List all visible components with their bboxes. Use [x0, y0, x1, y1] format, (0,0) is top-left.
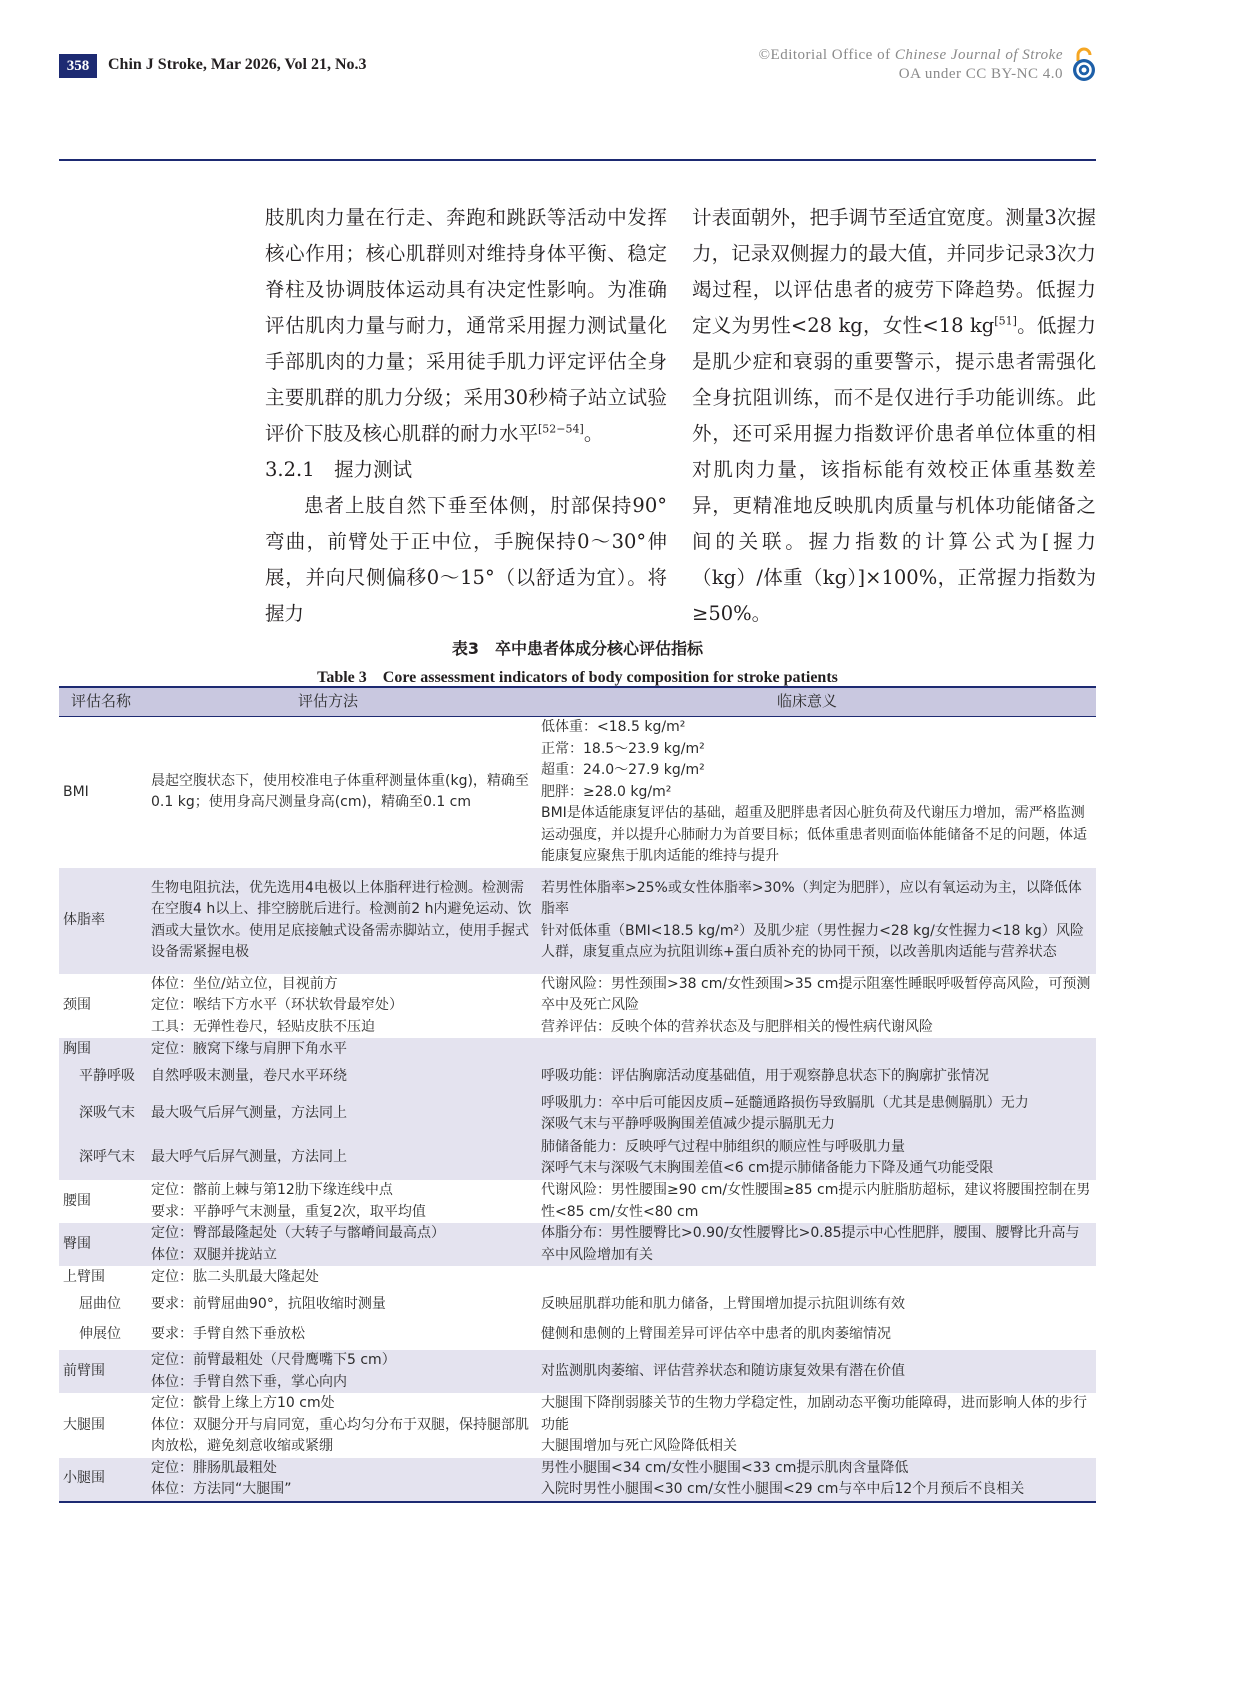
table-row: [59, 868, 1096, 974]
table-row: [59, 1223, 1096, 1266]
clinical-significance: [537, 1180, 1096, 1223]
page-number: 358: [59, 54, 97, 78]
table-row: [59, 1350, 1096, 1393]
left-text-column: [265, 200, 667, 632]
meaning-line: 正常：18.5～23.9 kg/m²: [541, 740, 705, 757]
method-line: 生物电阻抗法，优先选用4电极以上体脂秤进行检测。检测需在空腹4 h以上、排空膀胱后进行。检测前2 h内避免运动、饮酒或大量饮水。使用足底接触式设备需赤脚站立，使用手握式设备需紧握电极: [151, 879, 532, 960]
section-heading: 3.2.1 握力测试: [265, 458, 413, 481]
table-row: [59, 974, 1096, 1039]
paragraph-grip-test: 患者上肢自然下垂至体侧，肘部保持90°弯曲，前臂处于正中位，手腕保持0～30°伸展，并向尺侧偏移0～15°（以舒适为宜）。将握力: [265, 494, 667, 625]
meaning-line: BMI是体适能康复评估的基础，超重及肥胖患者因心脏负荷及代谢压力增加，需严格监测运动强度，并以提升心肺耐力为首要目标；低体重患者则面临体能储备不足的问题，体适能康复应聚焦于肌肉适能的维持与提升: [541, 805, 1087, 864]
right-text-a: 计表面朝外，把手调节至适宜宽度。测量3次握力，记录双侧握力的最大值，并同步记录3次力竭过程，以评估患者的疲劳下降趋势。低握力定义为男性<28 kg，女性<18 kg: [692, 206, 1096, 337]
clinical-significance: [537, 1038, 1096, 1062]
assessment-method: [147, 1320, 537, 1350]
meaning-line: 代谢风险：男性颈围>38 cm/女性颈围>35 cm提示阻塞性睡眠呼吸暂停高风险，可预测卒中及死亡风险: [541, 975, 1091, 1013]
method-line: 定位：髂前上棘与第12肋下缘连线中点: [151, 1182, 393, 1198]
method-line: 最大吸气后屏气测量，方法同上: [151, 1105, 347, 1122]
method-line: 定位：臀部最隆起处（大转子与髂嵴间最高点）: [151, 1225, 445, 1241]
indicator-name: 大腿围: [63, 1416, 105, 1433]
method-line: 定位：前臂最粗处（尺骨鹰嘴下5 cm）: [151, 1352, 396, 1368]
table-row: [59, 1038, 1096, 1062]
indicator-name: 上臂围: [63, 1269, 105, 1286]
clinical-significance: [537, 1266, 1096, 1290]
indicator-name: 颈围: [63, 997, 91, 1013]
open-access-lock-icon: [1070, 46, 1098, 82]
meaning-line: 呼吸肌力：卒中后可能因皮质−延髓通路损伤导致膈肌（尤其是患侧膈肌）无力: [541, 1094, 1029, 1111]
assessment-method: [147, 1038, 537, 1062]
meaning-line: 呼吸功能：评估胸廓活动度基础值，用于观察静息状态下的胸廓扩张情况: [541, 1068, 989, 1085]
copyright-notice: [759, 46, 1063, 84]
method-line: 工具：无弹性卷尺，轻贴皮肤不压迫: [151, 1018, 375, 1035]
table-row: [59, 1092, 1096, 1136]
indicator-name: 臀围: [59, 1223, 147, 1266]
column-header: 评估名称: [59, 687, 147, 717]
meaning-line: 针对低体重（BMI<18.5 kg/m²）及肌少症（男性握力<28 kg/女性握力<18 kg）风险人群，康复重点应为抗阻训练+蛋白质补充的协同干预，以改善肌肉适能与营养状态: [541, 922, 1084, 960]
meaning-line: 健侧和患侧的上臂围差异可评估卒中患者的肌肉萎缩情况: [541, 1326, 891, 1343]
meaning-line: 超重：24.0～27.9 kg/m²: [541, 762, 705, 778]
assessment-method: [147, 1092, 537, 1136]
assessment-method: [147, 1266, 537, 1290]
table-header-row: [59, 687, 1096, 717]
method-line: 体位：双腿分开与肩同宽，重心均匀分布于双腿，保持腿部肌肉放松，避免刻意收缩或紧绷: [151, 1416, 529, 1454]
indicator-name: 深呼气末: [59, 1136, 147, 1180]
meaning-line: 大腿围下降削弱膝关节的生物力学稳定性，加剧动态平衡功能障碍，进而影响人体的步行功能: [541, 1395, 1087, 1433]
citation-ref: [52−54]: [538, 422, 584, 436]
body-composition-table: [59, 686, 1096, 1503]
indicator-name: 前臂围: [59, 1350, 147, 1393]
clinical-significance: [537, 1223, 1096, 1266]
clinical-significance: [537, 1092, 1096, 1136]
meaning-line: 大腿围增加与死亡风险降低相关: [541, 1438, 737, 1454]
method-line: 要求：前臂屈曲90°，抗阻收缩时测量: [151, 1296, 386, 1313]
method-line: 要求：平静呼气末测量，重复2次，取平均值: [151, 1203, 426, 1220]
table-title-en: Table 3 Core assessment indicators of body composition for stroke patients: [317, 669, 838, 686]
indicator-name: 小腿围: [59, 1458, 147, 1502]
copyright-journal: Chinese Journal of Stroke: [894, 47, 1063, 63]
clinical-significance: [537, 1458, 1096, 1502]
meaning-line: 肺储备能力：反映呼气过程中肺组织的顺应性与呼吸肌力量: [541, 1138, 905, 1155]
paragraph-grip-continued: [692, 200, 1096, 632]
paragraph-muscle-strength: [265, 200, 667, 452]
column-header: 评估方法: [147, 687, 537, 717]
method-line: 定位：髌骨上缘上方10 cm处: [151, 1395, 335, 1411]
assessment-method: [147, 1350, 537, 1393]
method-line: 体位：双腿并拢站立: [151, 1246, 277, 1263]
assessment-method: [147, 1290, 537, 1320]
table-title-cn: 表3 卒中患者体成分核心评估指标: [451, 639, 704, 658]
table-row: [59, 1266, 1096, 1290]
method-line: 体位：坐位/站立位，目视前方: [151, 975, 338, 992]
method-line: 自然呼吸末测量，卷尺水平环绕: [151, 1068, 347, 1085]
meaning-line: 低体重：<18.5 kg/m²: [541, 719, 686, 735]
method-line: 要求：手臂自然下垂放松: [151, 1326, 305, 1343]
assessment-method: [147, 1136, 537, 1180]
method-line: 定位：肱二头肌最大隆起处: [151, 1269, 319, 1286]
table-row: [59, 1458, 1096, 1502]
meaning-line: 对监测肌肉萎缩、评估营养状态和随访康复效果有潜在价值: [541, 1362, 905, 1379]
header-rule: [59, 159, 1096, 161]
assessment-method: [147, 717, 537, 868]
table-row: [59, 1320, 1096, 1350]
table-row: [59, 1136, 1096, 1180]
clinical-significance: [537, 1290, 1096, 1320]
para1-text: 肢肌肉力量在行走、奔跑和跳跃等活动中发挥核心作用；核心肌群则对维持身体平衡、稳定脊柱及协调肢体运动具有决定性影响。为准确评估肌肉力量与耐力，通常采用握力测试量化手部肌肉的力量；采用徒手肌力评定评估全身主要肌群的肌力分级；采用30秒椅子站立试验评价下肢及核心肌群的耐力水平: [265, 206, 667, 445]
column-header: 临床意义: [537, 687, 1096, 717]
table-row: [59, 1180, 1096, 1223]
meaning-line: 体脂分布：男性腰臀比>0.90/女性腰臀比>0.85提示中心性肥胖，腰围、腰臀比升高与卒中风险增加有关: [541, 1225, 1080, 1263]
meaning-line: 肥胖：≥28.0 kg/m²: [541, 783, 672, 800]
clinical-significance: [537, 1350, 1096, 1393]
indicator-name: 胸围: [59, 1038, 147, 1062]
method-line: 定位：喉结下方水平（环状软骨最窄处）: [151, 997, 403, 1013]
assessment-method: [147, 1062, 537, 1092]
meaning-line: 入院时男性小腿围<30 cm/女性小腿围<29 cm与卒中后12个月预后不良相关: [541, 1481, 1025, 1497]
meaning-line: 男性小腿围<34 cm/女性小腿围<33 cm提示肌肉含量降低: [541, 1459, 909, 1476]
method-line: 体位：方法同“大腿围”: [151, 1481, 292, 1497]
meaning-line: 反映屈肌群功能和肌力储备，上臂围增加提示抗阻训练有效: [541, 1296, 905, 1313]
copyright-prefix: ©Editorial Office of: [758, 47, 895, 63]
assessment-method: [147, 1223, 537, 1266]
meaning-line: 营养评估：反映个体的营养状态及与肥胖相关的慢性病代谢风险: [541, 1018, 933, 1035]
assessment-method: [147, 1180, 537, 1223]
citation-ref: [51]: [994, 314, 1017, 328]
clinical-significance: [537, 868, 1096, 974]
indicator-name: 深吸气末: [59, 1092, 147, 1136]
assessment-method: [147, 1393, 537, 1458]
indicator-name: 体脂率: [59, 868, 147, 974]
method-line: 体位：手臂自然下垂，掌心向内: [151, 1373, 347, 1390]
journal-citation: Chin J Stroke, Mar 2026, Vol 21, No.3: [108, 56, 367, 73]
indicator-name: 平静呼吸: [59, 1062, 147, 1092]
para1-end: 。: [583, 422, 604, 445]
table-row: [59, 1393, 1096, 1458]
indicator-name: BMI: [63, 783, 89, 800]
right-text-column: [692, 200, 1096, 632]
meaning-line: 深呼气末与深吸气末胸围差值<6 cm提示肺储备能力下降及通气功能受限: [541, 1160, 994, 1176]
method-line: 晨起空腹状态下，使用校准电子体重秤测量体重(kg)，精确至0.1 kg；使用身高尺测量身高(cm)，精确至0.1 cm: [151, 772, 529, 811]
table-row: [59, 717, 1096, 868]
clinical-significance: [537, 1062, 1096, 1092]
right-text-b: 。低握力是肌少症和衰弱的重要警示，提示患者需强化全身抗阻训练，而不是仅进行手功能训练。此外，还可采用握力指数评价患者单位体重的相对肌肉力量，该指标能有效校正体重基数差异，更精准地反映肌肉质量与机体功能储备之间的关联。握力指数的计算公式为[握力（kg）/体重（kg）]×100%，正常握力指数为≥50%。: [692, 314, 1096, 625]
clinical-significance: [537, 717, 1096, 868]
license-text: OA under CC BY-NC 4.0: [898, 66, 1063, 82]
assessment-method: [147, 868, 537, 974]
meaning-line: 深吸气末与平静呼吸胸围差值减少提示膈肌无力: [541, 1116, 835, 1132]
meaning-line: 若男性体脂率>25%或女性体脂率>30%（判定为肥胖），应以有氧运动为主，以降低体脂率: [541, 879, 1082, 917]
indicator-name: 屈曲位: [79, 1296, 121, 1313]
clinical-significance: [537, 974, 1096, 1039]
method-line: 定位：腋窝下缘与肩胛下角水平: [151, 1041, 347, 1058]
clinical-significance: [537, 1393, 1096, 1458]
method-line: 最大呼气后屏气测量，方法同上: [151, 1149, 347, 1166]
assessment-method: [147, 1458, 537, 1502]
clinical-significance: [537, 1136, 1096, 1180]
method-line: 定位：腓肠肌最粗处: [151, 1459, 277, 1476]
indicator-name: 腰围: [63, 1192, 91, 1209]
assessment-method: [147, 974, 537, 1039]
meaning-line: 代谢风险：男性腰围≥90 cm/女性腰围≥85 cm提示内脏脂肪超标，建议将腰围控制在男性<85 cm/女性<80 cm: [541, 1182, 1091, 1220]
indicator-name: 伸展位: [79, 1326, 121, 1343]
table-row: [59, 1290, 1096, 1320]
clinical-significance: [537, 1320, 1096, 1350]
table-row: [59, 1062, 1096, 1092]
